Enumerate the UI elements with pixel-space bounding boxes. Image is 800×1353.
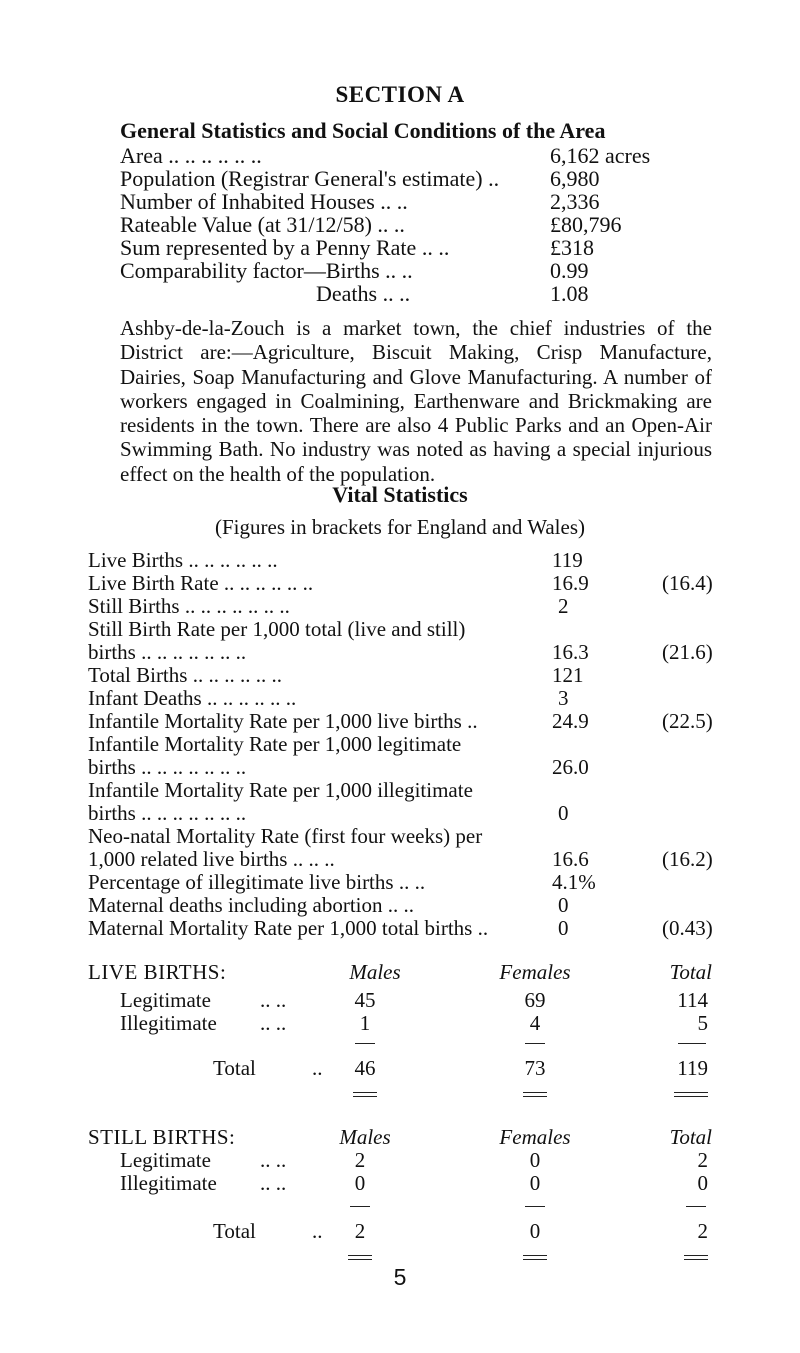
vital-row-value: 121	[552, 663, 584, 687]
general-row-label: Comparability factor—Births .. ..	[120, 258, 413, 283]
table-cell: 0	[529, 1219, 541, 1243]
general-row-value: £80,796	[550, 212, 622, 237]
vital-row-england: (16.2)	[662, 847, 713, 871]
total-double-rule	[684, 1255, 708, 1260]
vital-row-label: Infantile Mortality Rate per 1,000 illegitimate	[88, 778, 473, 802]
column-header-males: Males	[349, 960, 401, 984]
total-row-label: Total	[213, 1056, 256, 1080]
column-header-total: Total	[669, 960, 712, 984]
table-cell: 0	[697, 1171, 708, 1195]
table-cell: 46	[354, 1056, 376, 1080]
area-description: Ashby-de-la-Zouch is a market town, the chief industries of the District are:—Agriculture, Biscuit Making, Crisp Manufacture, Dairies, Soap Manufacturing and Glove Manufacturing. A number of workers engaged in Coalmining, Earthenware and Brickmaking are residents in the town. There are also 4 Public Parks and an Open-Air Swimming Bath. No industry was noted as having a special injurious effect on the health of the population.	[120, 316, 712, 486]
vital-row-value: 0	[558, 916, 569, 940]
table-cell: 119	[677, 1056, 708, 1080]
table-row-label: Legitimate	[120, 988, 211, 1012]
vital-row-value: 24.9	[552, 709, 589, 733]
general-row-label: Deaths .. ..	[316, 281, 411, 306]
vital-row-label: Live Births .. .. .. .. .. ..	[88, 548, 278, 572]
vital-row-label: Live Birth Rate .. .. .. .. .. ..	[88, 571, 314, 595]
table-row-label: Illegitimate	[120, 1011, 217, 1035]
still-births-heading: STILL BIRTHS:	[88, 1125, 236, 1149]
table-cell: 45	[354, 988, 376, 1012]
vital-row-value: 3	[558, 686, 569, 710]
table-row-dots: .. ..	[260, 1171, 287, 1195]
table-row-dots: .. ..	[260, 1148, 287, 1172]
vital-row-label: Maternal deaths including abortion .. ..	[88, 893, 415, 917]
table-cell: 73	[524, 1056, 546, 1080]
vital-statistics-title: Vital Statistics	[332, 482, 468, 507]
table-row-label: Illegitimate	[120, 1171, 217, 1195]
total-double-rule	[523, 1092, 547, 1097]
subtotal-rule	[686, 1206, 706, 1207]
table-row-dots: .. ..	[260, 1011, 287, 1035]
table-row-dots: ..	[312, 1056, 323, 1080]
vital-row-value: 16.9	[552, 571, 589, 595]
vital-row-value: 0	[558, 801, 569, 825]
general-row-label: Sum represented by a Penny Rate .. ..	[120, 235, 450, 260]
general-row-value: 6,162 acres	[550, 143, 651, 168]
table-cell: 2	[354, 1219, 366, 1243]
table-cell: 2	[697, 1219, 708, 1243]
table-cell: 1	[359, 1011, 371, 1035]
table-cell: 2	[697, 1148, 708, 1172]
page-number: 5	[393, 1264, 407, 1290]
vital-row-value: 4.1%	[552, 870, 596, 894]
vital-row-england: (22.5)	[662, 709, 713, 733]
general-row-value: 6,980	[550, 166, 600, 191]
general-row-value: 0.99	[550, 258, 589, 283]
vital-row-value: 16.6	[552, 847, 589, 871]
table-cell: 0	[354, 1171, 366, 1195]
total-double-rule	[348, 1255, 372, 1260]
column-header-females: Females	[499, 1125, 571, 1149]
total-double-rule	[353, 1092, 377, 1097]
vital-row-label: Infantile Mortality Rate per 1,000 legitimate	[88, 732, 462, 756]
vital-row-label: Still Births .. .. .. .. .. .. ..	[88, 594, 290, 618]
subtotal-rule	[350, 1206, 370, 1207]
vital-row-england: (0.43)	[662, 916, 713, 940]
general-row-value: 2,336	[550, 189, 600, 214]
total-double-rule	[523, 1255, 547, 1260]
table-cell: 5	[697, 1011, 708, 1035]
general-row-label: Area .. .. .. .. .. ..	[120, 143, 262, 168]
vital-row-value: 0	[558, 893, 569, 917]
subtotal-rule	[355, 1043, 375, 1044]
general-statistics-title: General Statistics and Social Conditions of the Area	[120, 118, 606, 143]
table-cell: 2	[354, 1148, 366, 1172]
vital-row-label: births .. .. .. .. .. .. ..	[88, 640, 247, 664]
vital-row-value: 26.0	[552, 755, 589, 779]
table-cell: 69	[524, 988, 546, 1012]
table-row-label: Legitimate	[120, 1148, 211, 1172]
table-row-dots: ..	[312, 1219, 323, 1243]
vital-row-value: 16.3	[552, 640, 589, 664]
vital-row-label: Total Births .. .. .. .. .. ..	[88, 663, 282, 687]
vital-row-label: births .. .. .. .. .. .. ..	[88, 755, 247, 779]
column-header-females: Females	[499, 960, 571, 984]
vital-row-label: Maternal Mortality Rate per 1,000 total births ..	[88, 916, 489, 940]
general-row-label: Number of Inhabited Houses .. ..	[120, 189, 408, 214]
england-wales-note: (Figures in brackets for England and Wales)	[215, 515, 585, 539]
vital-row-label: Still Birth Rate per 1,000 total (live and still)	[88, 617, 466, 641]
vital-row-value: 2	[558, 594, 569, 618]
subtotal-rule	[525, 1043, 545, 1044]
subtotal-rule	[525, 1206, 545, 1207]
column-header-total: Total	[669, 1125, 712, 1149]
vital-row-label: Neo-natal Mortality Rate (first four weeks) per	[88, 824, 483, 848]
table-cell: 114	[677, 988, 708, 1012]
total-row-label: Total	[213, 1219, 256, 1243]
table-row-dots: .. ..	[260, 988, 287, 1012]
general-row-label: Rateable Value (at 31/12/58) .. ..	[120, 212, 405, 237]
section-title: SECTION A	[335, 82, 465, 107]
vital-row-label: births .. .. .. .. .. .. ..	[88, 801, 247, 825]
table-cell: 0	[529, 1148, 541, 1172]
general-row-value: 1.08	[550, 281, 589, 306]
general-row-value: £318	[550, 235, 594, 260]
general-row-label: Population (Registrar General's estimate) ..	[120, 166, 500, 191]
vital-row-england: (16.4)	[662, 571, 713, 595]
table-cell: 4	[529, 1011, 541, 1035]
vital-row-label: Percentage of illegitimate live births .. ..	[88, 870, 426, 894]
live-births-heading: LIVE BIRTHS:	[88, 960, 227, 984]
total-double-rule	[674, 1092, 708, 1097]
vital-row-label: Infant Deaths .. .. .. .. .. ..	[88, 686, 297, 710]
vital-row-label: Infantile Mortality Rate per 1,000 live births ..	[88, 709, 478, 733]
column-header-males: Males	[339, 1125, 391, 1149]
vital-row-value: 119	[552, 548, 583, 572]
vital-row-label: 1,000 related live births .. .. ..	[88, 847, 335, 871]
table-cell: 0	[529, 1171, 541, 1195]
vital-row-england: (21.6)	[662, 640, 713, 664]
subtotal-rule	[678, 1043, 706, 1044]
